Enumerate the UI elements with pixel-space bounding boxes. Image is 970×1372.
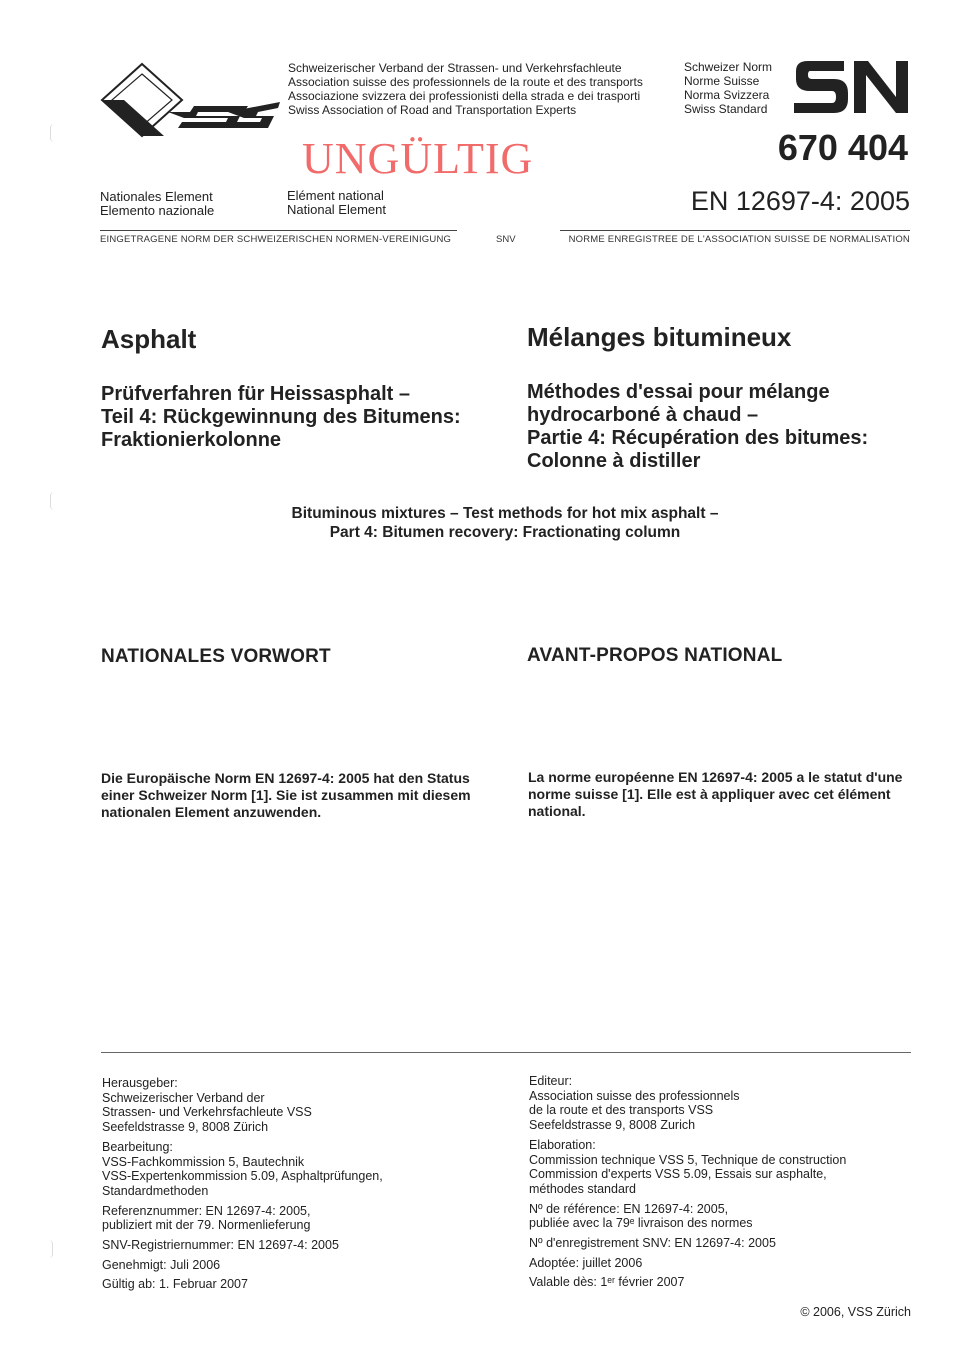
editing-label: Bearbeitung:	[102, 1139, 173, 1154]
editing-block	[529, 1138, 846, 1197]
association-it: Associazione svizzera dei professionisti della strada e dei trasporti	[288, 89, 641, 103]
registered-de: EINGETRAGENE NORM DER SCHWEIZERISCHEN NORMEN-VEREINIGUNG	[100, 234, 452, 245]
editing-label: Elaboration:	[529, 1137, 596, 1152]
subtitle-fr-line: Colonne à distiller	[527, 450, 701, 472]
association-names	[288, 61, 643, 117]
imprint-fr	[529, 1074, 846, 1295]
scan-mark	[50, 124, 59, 142]
subtitle-de-line: Fraktionierkolonne	[101, 429, 282, 451]
reference-line: publiziert mit der 79. Normenlieferung	[102, 1218, 311, 1233]
foreword-heading-de: NATIONALES VORWORT	[101, 646, 331, 667]
reference-line: Nº de référence: EN 12697-4: 2005,	[529, 1201, 729, 1216]
scan-mark	[50, 492, 59, 510]
publisher-block	[529, 1074, 846, 1133]
invalid-stamp: UNGÜLTIG	[302, 134, 534, 183]
publisher-line: Strassen- und Verkehrsfachleute VSS	[102, 1105, 312, 1120]
reference-block	[102, 1204, 383, 1233]
editing-line: Commission technique VSS 5, Technique de construction	[529, 1152, 847, 1167]
title-de: Asphalt	[101, 324, 197, 354]
foreword-fr-line: norme suisse [1]. Elle est à appliquer avec cet élément	[528, 786, 891, 802]
publisher-line: Seefeldstrasse 9, 8008 Zürich	[102, 1120, 269, 1135]
norm-number: 670 404	[777, 127, 908, 168]
imprint-de	[102, 1076, 383, 1297]
vss-logo-text	[168, 102, 280, 128]
publisher-label: Editeur:	[529, 1074, 573, 1088]
foreword-de-line: einer Schweizer Norm [1]. Sie ist zusammen mit diesem	[101, 787, 471, 803]
subtitle-fr	[527, 381, 868, 473]
editing-block	[102, 1140, 383, 1199]
national-element-de	[100, 190, 214, 218]
national-element-de-line: Nationales Element	[100, 189, 213, 204]
subtitle-fr-line: hydrocarboné à chaud –	[527, 404, 759, 426]
subtitle-fr-line: Partie 4: Récupération des bitumes:	[527, 427, 869, 449]
subtitle-fr-line: Méthodes d'essai pour mélange	[527, 381, 830, 403]
national-element-en-line: National Element	[287, 202, 386, 217]
association-en: Swiss Association of Road and Transportation Experts	[288, 103, 577, 117]
scan-mark	[44, 1240, 53, 1258]
divider	[101, 1052, 911, 1053]
national-element-fr	[287, 189, 386, 217]
norm-name-it: Norma Svizzera	[684, 88, 770, 102]
approved-date: Adoptée: juillet 2006	[529, 1255, 643, 1270]
approved-date: Genehmigt: Juli 2006	[102, 1257, 221, 1272]
title-en-line: Bituminous mixtures – Test methods for hot mix asphalt –	[291, 505, 719, 522]
foreword-text-fr	[528, 769, 902, 820]
title-en-line: Part 4: Bitumen recovery: Fractionating column	[329, 524, 681, 541]
snv-registration: SNV-Registriernummer: EN 12697-4: 2005	[102, 1238, 339, 1253]
divider	[100, 230, 457, 231]
subtitle-de-line: Teil 4: Rückgewinnung des Bitumens:	[101, 406, 461, 428]
foreword-de-line: nationalen Element anzuwenden.	[101, 804, 322, 820]
divider	[560, 230, 910, 231]
valid-from-date: Gültig ab: 1. Februar 2007	[102, 1277, 248, 1292]
foreword-fr-line: national.	[528, 803, 586, 819]
editing-line: méthodes standard	[529, 1181, 637, 1196]
sn-logo	[792, 61, 910, 113]
reference-line: publiée avec la 79ᵉ livraison des normes	[529, 1216, 753, 1231]
foreword-heading-fr: AVANT-PROPOS NATIONAL	[527, 645, 783, 666]
association-de: Schweizerischer Verband der Strassen- und Verkehrsfachleute	[288, 61, 622, 75]
title-en	[0, 504, 970, 542]
foreword-text-de	[101, 770, 471, 821]
publisher-line: Association suisse des professionnels	[529, 1088, 740, 1103]
copyright: © 2006, VSS Zürich	[800, 1305, 911, 1319]
publisher-line: de la route et des transports VSS	[529, 1103, 714, 1118]
snv-label: SNV	[496, 234, 516, 245]
editing-line: Standardmethoden	[102, 1183, 209, 1198]
registered-fr: NORME ENREGISTREE DE L'ASSOCIATION SUISSE DE NORMALISATION	[568, 234, 910, 245]
subtitle-de	[101, 383, 461, 452]
foreword-fr-line: La norme européenne EN 12697-4: 2005 a le statut d'une	[528, 769, 903, 785]
reference-line: Referenznummer: EN 12697-4: 2005,	[102, 1203, 311, 1218]
editing-line: VSS-Expertenkommission 5.09, Asphaltprüfungen,	[102, 1169, 383, 1184]
norm-name-fr: Norme Suisse	[684, 74, 760, 88]
norm-name-en: Swiss Standard	[684, 102, 768, 116]
publisher-line: Seefeldstrasse 9, 8008 Zurich	[529, 1118, 696, 1133]
national-element-it-line: Elemento nazionale	[100, 203, 215, 218]
foreword-de-line: Die Europäische Norm EN 12697-4: 2005 hat den Status	[101, 770, 470, 786]
subtitle-de-line: Prüfverfahren für Heissasphalt –	[101, 383, 410, 405]
snv-registration: Nº d'enregistrement SNV: EN 12697-4: 2005	[529, 1236, 776, 1251]
reference-block	[529, 1202, 846, 1231]
publisher-line: Schweizerischer Verband der	[102, 1090, 265, 1105]
en-reference: EN 12697-4: 2005	[690, 186, 910, 216]
editing-line: Commission d'experts VSS 5.09, Essais sur asphalte,	[529, 1167, 827, 1182]
editing-line: VSS-Fachkommission 5, Bautechnik	[102, 1154, 305, 1169]
norm-names	[684, 60, 772, 116]
publisher-block	[102, 1076, 383, 1135]
national-element-fr-line: Elément national	[287, 188, 384, 203]
norm-name-de: Schweizer Norm	[684, 60, 773, 74]
vss-logo	[98, 62, 280, 148]
title-fr: Mélanges bitumineux	[527, 322, 792, 352]
registration-bar	[100, 230, 910, 250]
publisher-label: Herausgeber:	[102, 1076, 178, 1090]
association-fr: Association suisse des professionnels de la route et des transports	[288, 75, 643, 89]
valid-from-date: Valable dès: 1ᵉʳ février 2007	[529, 1275, 685, 1290]
